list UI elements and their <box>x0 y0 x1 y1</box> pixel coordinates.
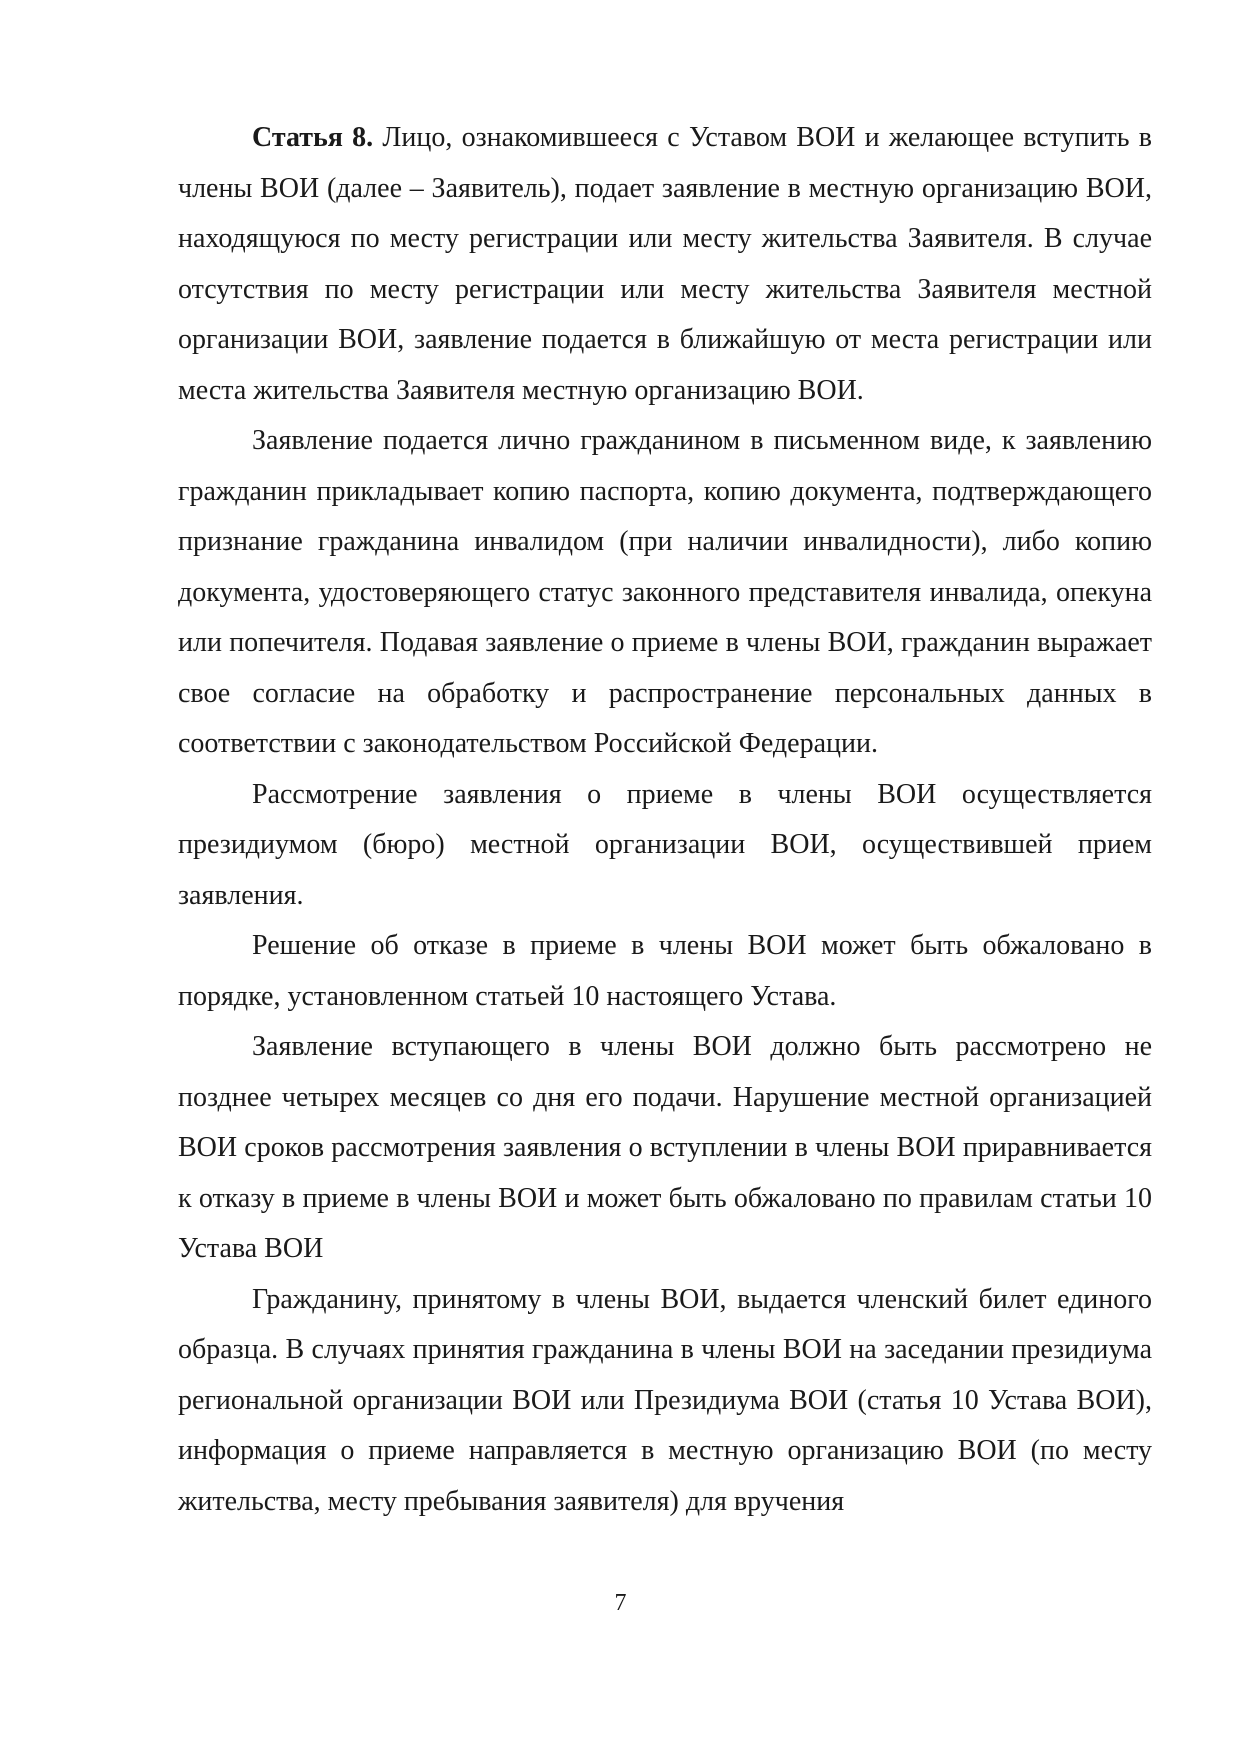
paragraph-3: Рассмотрение заявления о приеме в члены ВОИ осуществляется президиумом (бюро) местной организации ВОИ, осуществившей прием заявления. <box>178 778 1152 911</box>
paragraph-1-text: Лицо, ознакомившееся с Уставом ВОИ и желающее вступить в члены ВОИ (далее – Заявитель), подает заявление в местную организацию ВОИ, находящуюся по месту регистрации или месту жительства Заявителя. В случае отсутствия по месту регистрации или месту жительства Заявителя местной организации ВОИ, заявление подается в ближайшую от места регистрации или места жительства Заявителя местную организацию ВОИ. <box>178 122 1153 406</box>
page-number: 7 <box>614 1590 627 1616</box>
paragraph-6: Гражданину, принятому в члены ВОИ, выдается членский билет единого образца. В случаях принятия гражданина в члены ВОИ на заседании президиума региональной организации ВОИ или Президиума ВОИ (статья 10 Устава ВОИ), информация о приеме направляется в местную организацию ВОИ (по месту жительства, месту пребывания заявителя) для вручения <box>178 1283 1152 1517</box>
paragraph-4: Решение об отказе в приеме в члены ВОИ может быть обжаловано в порядке, установленном статьей 10 настоящего Устава. <box>178 930 1152 1012</box>
paragraph-5: Заявление вступающего в члены ВОИ должно быть рассмотрено не позднее четырех месяцев со дня его подачи. Нарушение местной организацией ВОИ сроков рассмотрения заявления о вступлении в члены ВОИ приравнивается к отказу в приеме в члены ВОИ и может быть обжаловано по правилам статьи 10 Устава ВОИ <box>178 1031 1152 1264</box>
article-label: Статья 8. <box>252 122 374 153</box>
article-body <box>178 113 1152 1527</box>
paragraph-2: Заявление подается лично гражданином в письменном виде, к заявлению гражданин прикладывает копию паспорта, копию документа, подтверждающего признание гражданина инвалидом (при наличии инвалидности), либо копию документа, удостоверяющего статус законного представителя инвалида, опекуна или попечителя. Подавая заявление о приеме в члены ВОИ, гражданин выражает свое согласие на обработку и распространение персональных данных в соответствии с законодательством Российской Федерации. <box>178 425 1152 759</box>
paragraph-1 <box>178 113 1152 416</box>
